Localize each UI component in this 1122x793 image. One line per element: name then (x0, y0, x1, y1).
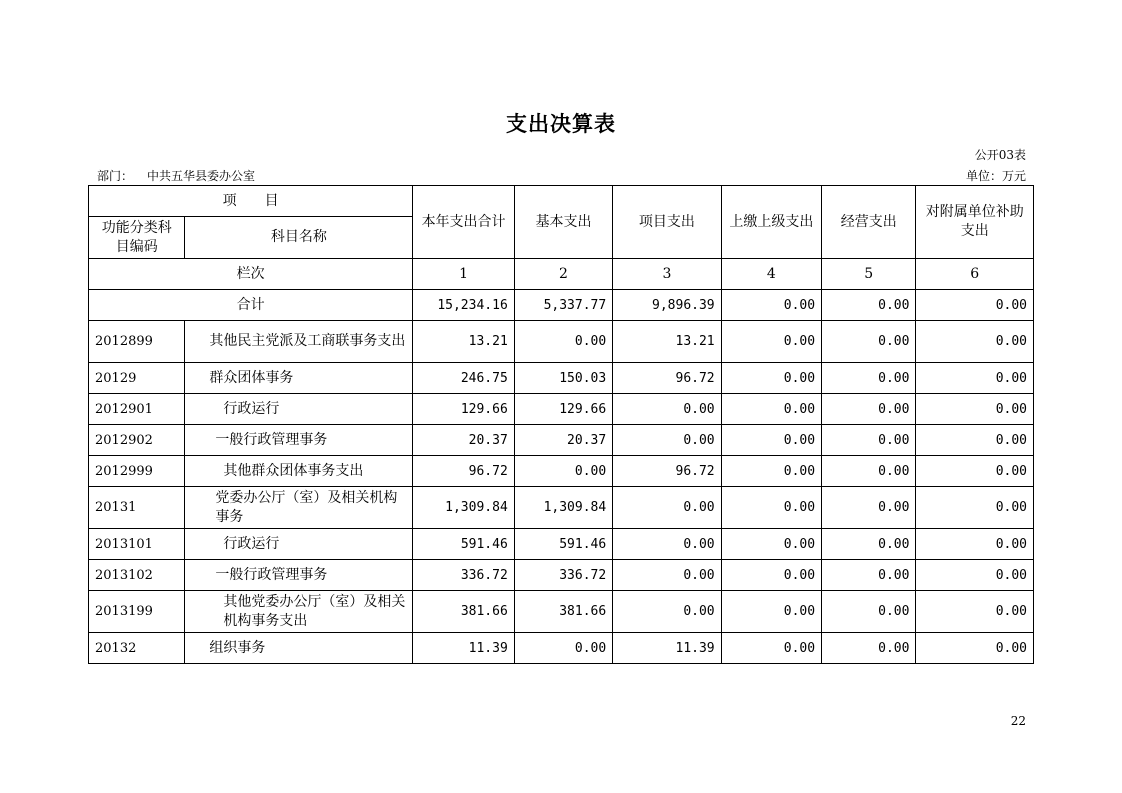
amount-cell: 0.00 (613, 487, 721, 529)
total-row (89, 290, 1034, 321)
amount-cell: 0.00 (916, 363, 1034, 394)
col-header-remit: 上缴上级支出 (721, 186, 821, 259)
amount-cell: 0.00 (721, 321, 821, 363)
amount-cell: 129.66 (413, 394, 514, 425)
header-row-1 (89, 186, 1034, 217)
column-index-row (89, 259, 1034, 290)
table-row (89, 529, 1034, 560)
subject-name-cell: 其他党委办公厅（室）及相关机构事务支出 (185, 591, 413, 633)
subject-name-cell: 群众团体事务 (185, 363, 413, 394)
table-row (89, 456, 1034, 487)
table-row (89, 363, 1034, 394)
amount-cell: 0.00 (613, 529, 721, 560)
subject-code-cell: 2012999 (89, 456, 185, 487)
amount-cell: 0.00 (514, 633, 612, 664)
amount-cell: 591.46 (413, 529, 514, 560)
amount-cell: 0.00 (613, 394, 721, 425)
amount-cell: 0.00 (721, 456, 821, 487)
subject-name-cell: 一般行政管理事务 (185, 425, 413, 456)
func-code-header: 功能分类科目编码 (89, 217, 185, 259)
amount-cell: 246.75 (413, 363, 514, 394)
item-header: 项 目 (89, 186, 413, 217)
subject-name-cell: 行政运行 (185, 529, 413, 560)
col-header-subsidy: 对附属单位补助支出 (916, 186, 1034, 259)
table-row (89, 487, 1034, 529)
subject-code-cell: 2012902 (89, 425, 185, 456)
amount-cell: 0.00 (721, 425, 821, 456)
table-row (89, 425, 1034, 456)
amount-cell: 0.00 (613, 591, 721, 633)
subject-code-cell: 2013199 (89, 591, 185, 633)
amount-cell: 0.00 (916, 456, 1034, 487)
subject-name-cell: 其他民主党派及工商联事务支出 (185, 321, 413, 363)
total-value: 5,337.77 (514, 290, 612, 321)
amount-cell: 0.00 (721, 487, 821, 529)
department-label: 部门： (97, 169, 134, 183)
column-index-number: 2 (514, 259, 612, 290)
amount-cell: 0.00 (916, 321, 1034, 363)
total-value: 0.00 (721, 290, 821, 321)
table-row (89, 394, 1034, 425)
amount-cell: 0.00 (822, 633, 916, 664)
subject-name-cell: 其他群众团体事务支出 (185, 456, 413, 487)
table-row (89, 633, 1034, 664)
table-row (89, 321, 1034, 363)
total-value: 0.00 (916, 290, 1034, 321)
column-index-label: 栏次 (89, 259, 413, 290)
table-row (89, 560, 1034, 591)
amount-cell: 13.21 (413, 321, 514, 363)
amount-cell: 0.00 (721, 591, 821, 633)
amount-cell: 0.00 (916, 633, 1034, 664)
amount-cell: 96.72 (613, 363, 721, 394)
amount-cell: 0.00 (613, 425, 721, 456)
amount-cell: 0.00 (613, 560, 721, 591)
amount-cell: 0.00 (822, 529, 916, 560)
amount-cell: 11.39 (613, 633, 721, 664)
subject-name-cell: 党委办公厅（室）及相关机构事务 (185, 487, 413, 529)
amount-cell: 0.00 (822, 456, 916, 487)
subject-code-cell: 20131 (89, 487, 185, 529)
amount-cell: 0.00 (822, 425, 916, 456)
amount-cell: 1,309.84 (413, 487, 514, 529)
amount-cell: 0.00 (916, 394, 1034, 425)
department-name: 中共五华县委办公室 (147, 169, 256, 183)
amount-cell: 381.66 (413, 591, 514, 633)
amount-cell: 0.00 (822, 394, 916, 425)
table-row (89, 591, 1034, 633)
amount-cell: 150.03 (514, 363, 612, 394)
amount-cell: 0.00 (822, 487, 916, 529)
amount-cell: 0.00 (822, 560, 916, 591)
subject-name-cell: 行政运行 (185, 394, 413, 425)
amount-cell: 0.00 (822, 591, 916, 633)
department-line (97, 167, 255, 184)
amount-cell: 20.37 (514, 425, 612, 456)
subject-name-cell: 组织事务 (185, 633, 413, 664)
total-value: 0.00 (822, 290, 916, 321)
amount-cell: 0.00 (916, 425, 1034, 456)
amount-cell: 13.21 (613, 321, 721, 363)
subject-name-cell: 一般行政管理事务 (185, 560, 413, 591)
subject-code-cell: 2013102 (89, 560, 185, 591)
subject-name-header: 科目名称 (185, 217, 413, 259)
amount-cell: 129.66 (514, 394, 612, 425)
total-value: 9,896.39 (613, 290, 721, 321)
subject-code-cell: 20132 (89, 633, 185, 664)
amount-cell: 0.00 (822, 321, 916, 363)
amount-cell: 0.00 (822, 363, 916, 394)
subject-code-cell: 20129 (89, 363, 185, 394)
column-index-number: 1 (413, 259, 514, 290)
amount-cell: 0.00 (916, 591, 1034, 633)
unit-label: 单位：万元 (965, 169, 1026, 183)
amount-cell: 336.72 (413, 560, 514, 591)
amount-cell: 0.00 (721, 560, 821, 591)
col-header-basic: 基本支出 (514, 186, 612, 259)
amount-cell: 1,309.84 (514, 487, 612, 529)
total-label: 合计 (89, 290, 413, 321)
amount-cell: 0.00 (514, 456, 612, 487)
amount-cell: 0.00 (721, 529, 821, 560)
col-header-project: 项目支出 (613, 186, 721, 259)
total-value: 15,234.16 (413, 290, 514, 321)
amount-cell: 336.72 (514, 560, 612, 591)
page-number: 22 (1010, 714, 1026, 728)
subject-code-cell: 2012899 (89, 321, 185, 363)
form-number: 公开03表 (974, 148, 1026, 162)
column-index-number: 3 (613, 259, 721, 290)
column-index-number: 5 (822, 259, 916, 290)
amount-cell: 0.00 (721, 363, 821, 394)
column-index-number: 4 (721, 259, 821, 290)
amount-cell: 381.66 (514, 591, 612, 633)
subject-code-cell: 2012901 (89, 394, 185, 425)
amount-cell: 20.37 (413, 425, 514, 456)
amount-cell: 591.46 (514, 529, 612, 560)
report-title: 支出决算表 (506, 111, 616, 136)
column-index-number: 6 (916, 259, 1034, 290)
amount-cell: 11.39 (413, 633, 514, 664)
amount-cell: 0.00 (916, 560, 1034, 591)
amount-cell: 96.72 (413, 456, 514, 487)
subject-code-cell: 2013101 (89, 529, 185, 560)
amount-cell: 0.00 (514, 321, 612, 363)
amount-cell: 96.72 (613, 456, 721, 487)
col-header-operating: 经营支出 (822, 186, 916, 259)
col-header-total: 本年支出合计 (413, 186, 514, 259)
expenditure-table (88, 185, 1034, 664)
amount-cell: 0.00 (916, 487, 1034, 529)
amount-cell: 0.00 (916, 529, 1034, 560)
amount-cell: 0.00 (721, 633, 821, 664)
amount-cell: 0.00 (721, 394, 821, 425)
